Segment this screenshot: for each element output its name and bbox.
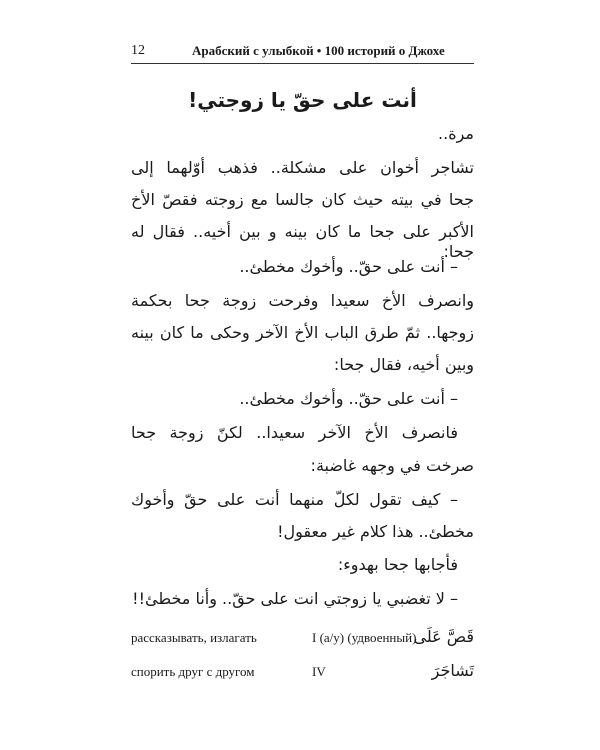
glossary-arabic: قَصَّ عَلَى <box>413 627 474 646</box>
glossary-form: I (a/y) (удвоенный) <box>312 630 417 645</box>
story-line: وبين أخيه، فقال جحا: <box>333 355 474 374</box>
page-number: 12 <box>131 43 145 58</box>
story-title: أنت على حقّ يا زوجتي! <box>188 88 417 112</box>
story-line: – أنت على حقّ.. وأخوك مخطئ.. <box>239 389 458 408</box>
running-head: Арабский с улыбкой • 100 историй о Джохе <box>192 43 445 58</box>
glossary-translation: спорить друг с другом <box>131 664 255 679</box>
glossary-row <box>131 627 474 649</box>
story-line: – لا تغضبي يا زوجتي انت على حقّ.. وأنا مخطئ!! <box>132 589 458 608</box>
story-line: فانصرف الأخ الآخر سعيدا.. لكنّ زوجة جحا <box>131 423 458 442</box>
story-line: جحا في بيته حيث كان جالسا مع زوجته فقصّ الأخ <box>131 190 474 209</box>
story-line: – أنت على حقّ.. وأخوك مخطئ.. <box>239 257 458 276</box>
story-line: فأجابها جحا بهدوء: <box>337 555 458 574</box>
story-line: زوجها.. ثمّ طرق الباب الأخ الآخر وحكى ما كان بينه <box>131 323 474 342</box>
glossary-translation: рассказывать, излагать <box>131 630 257 645</box>
story-line: مخطئ.. هذا كلام غير معقول! <box>277 522 474 541</box>
story-line: – كيف تقول لكلّ منهما أنت على حقّ وأخوك <box>131 490 458 509</box>
glossary-form: IV <box>312 664 326 679</box>
story-line: تشاجر أخوان على مشكلة.. فذهب أوّلهما إلى <box>131 158 474 177</box>
story-line: وانصرف الأخ سعيدا وفرحت زوجة جحا بحكمة <box>131 291 474 310</box>
header-rule <box>131 63 474 64</box>
story-line: مرة.. <box>438 124 474 143</box>
glossary-row <box>131 661 474 683</box>
glossary-arabic: تَشاجَرَ <box>431 661 474 680</box>
story-line: صرخت في وجهه غاضبة: <box>310 456 474 475</box>
story-line: الأكبر على جحا ما كان بينه و بين أخيه.. فقال له جحا: <box>131 222 474 261</box>
